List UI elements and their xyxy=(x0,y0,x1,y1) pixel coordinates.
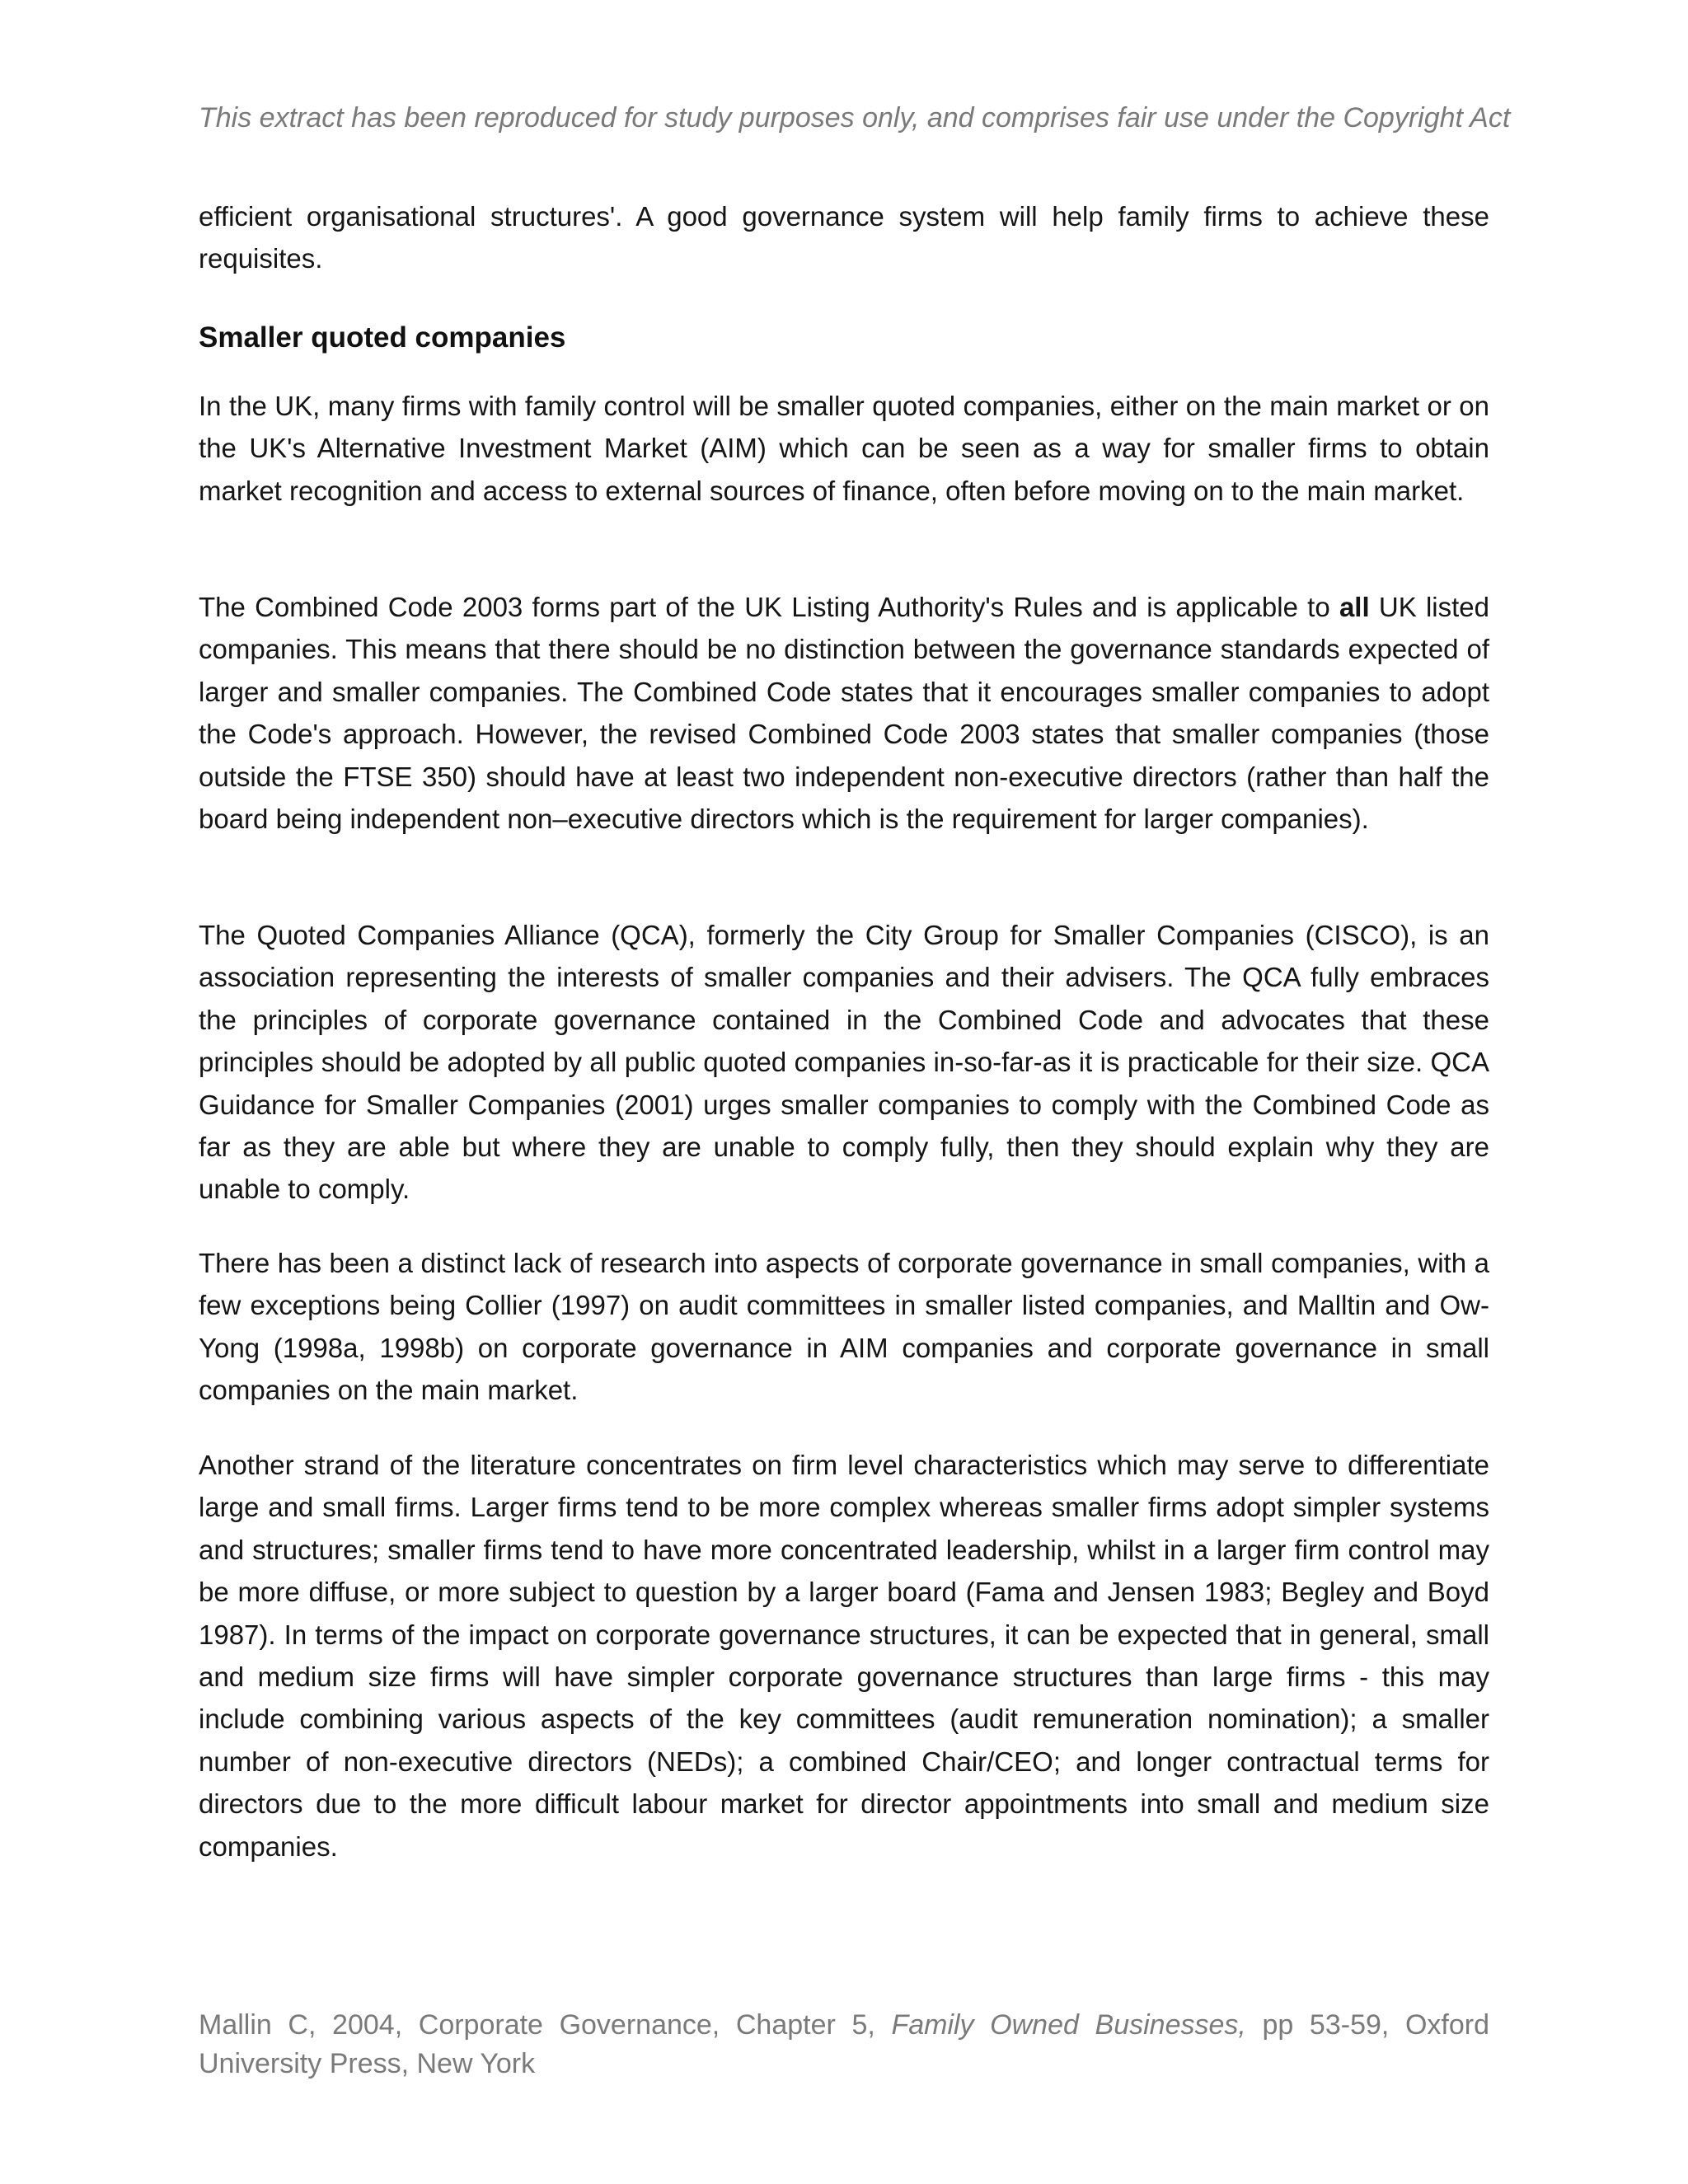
paragraph-2-bold: all xyxy=(1339,592,1370,622)
citation-part-b: pp 53-59, Oxford University Press, New York xyxy=(199,2009,1489,2079)
paragraph-4-text: There has been a distinct lack of research into aspects of corporate governance in small companies, with a few exceptions being Collier (1997) on audit committees in smaller listed companies, and Malltin and Ow-Yong (1998a, 1998b) on corporate governance in AIM companies and corporate governance in small companies on the main market. xyxy=(199,1248,1489,1406)
paragraph-5 xyxy=(199,1444,1489,1868)
paragraph-1-text: In the UK, many firms with family control will be smaller quoted companies, either on the main market or on the UK's Alternative Investment Market (AIM) which can be seen as a way for smaller firms to obtain market recognition and access to external sources of finance, often before moving on to the main market. xyxy=(199,391,1489,506)
copyright-notice: This extract has been reproduced for study purposes only, and comprises fair use under the Copyright Act xyxy=(199,102,1511,134)
paragraph-2-text xyxy=(199,586,1489,840)
citation-footer xyxy=(199,2006,1489,2083)
paragraph-5-text: Another strand of the literature concentrates on firm level characteristics which may serve to differentiate large and small firms. Larger firms tend to be more complex whereas smaller firms adopt simpler systems and structures; smaller firms tend to have more concentrated leadership, whilst in a larger firm control may be more diffuse, or more subject to question by a larger board (Fama and Jensen 1983; Begley and Boyd 1987). In terms of the impact on corporate governance structures, it can be expected that in general, small and medium size firms will have simpler corporate governance structures than large firms - this may include combining various aspects of the key committees (audit remuneration nomination); a smaller number of non-executive directors (NEDs); a combined Chair/CEO; and longer contractual terms for directors due to the more difficult labour market for director appointments into small and medium size companies. xyxy=(199,1450,1489,1862)
paragraph-3 xyxy=(199,914,1489,1211)
section-heading: Smaller quoted companies xyxy=(199,321,566,354)
paragraph-2-part-b: UK listed companies. This means that there should be no distinction between the governance standards expected of larger and smaller companies. The Combined Code states that it encourages smaller companies to adopt the Code's approach. However, the revised Combined Code 2003 states that smaller companies (those outside the FTSE 350) should have at least two independent non-executive directors (rather than half the board being independent non–executive directors which is the requirement for larger companies). xyxy=(199,592,1490,835)
citation-part-a: Mallin C, 2004, Corporate Governance, Chapter 5, xyxy=(199,2009,892,2041)
citation-title: Family Owned Businesses, xyxy=(891,2009,1246,2041)
paragraph-2 xyxy=(199,586,1489,840)
intro-paragraph xyxy=(199,195,1489,280)
intro-text: efficient organisational structures'. A good governance system will help family firms to achieve these requisites. xyxy=(199,201,1489,274)
paragraph-2-part-a: The Combined Code 2003 forms part of the UK Listing Authority's Rules and is applicable to xyxy=(199,592,1339,622)
paragraph-4 xyxy=(199,1242,1489,1412)
paragraph-1 xyxy=(199,385,1489,512)
paragraph-3-text: The Quoted Companies Alliance (QCA), formerly the City Group for Smaller Companies (CISCO), is an association representing the interests of smaller companies and their advisers. The QCA fully embraces the principles of corporate governance contained in the Combined Code and advocates that these principles should be adopted by all public quoted companies in-so-far-as it is practicable for their size. QCA Guidance for Smaller Companies (2001) urges smaller companies to comply with the Combined Code as far as they are able but where they are unable to comply fully, then they should explain why they are unable to comply. xyxy=(199,920,1489,1205)
